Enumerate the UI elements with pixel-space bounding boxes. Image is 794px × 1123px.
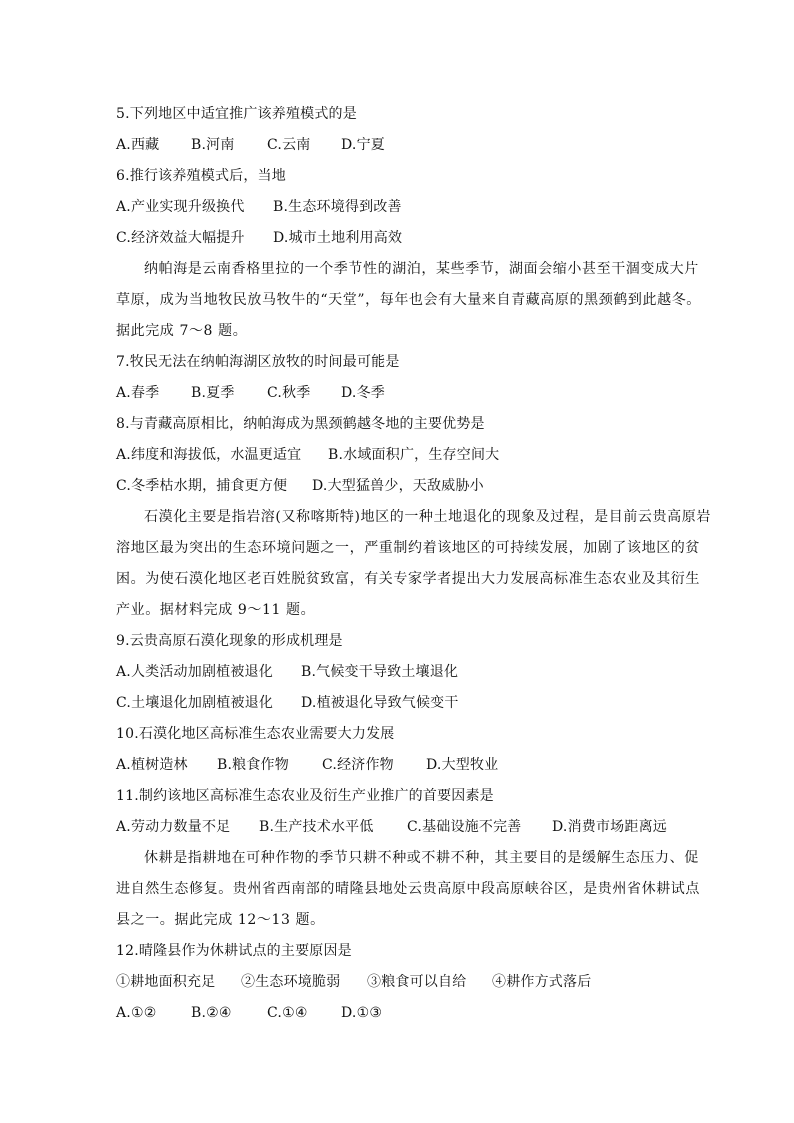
q8-option-a: A.纬度和海拔低，水温更适宜 xyxy=(116,447,302,463)
q6-options-row1 xyxy=(116,197,676,217)
q11-option-c: C.基础设施不完善 xyxy=(407,819,522,835)
q7-stem: 7.牧民无法在纳帕海湖区放牧的时间最可能是 xyxy=(116,354,400,370)
passage-12-13-line-1: 休耕是指耕地在可种作物的季节只耕不种或不耕不种，其主要目的是缓解生态压力、促 xyxy=(144,850,699,866)
q11-option-b: B.生产技术水平低 xyxy=(259,819,374,835)
q12-statements xyxy=(116,972,676,992)
q10-option-d: D.大型牧业 xyxy=(426,757,499,773)
q7-option-c: C.秋季 xyxy=(267,385,311,401)
passage-9-11-line-2: 溶地区最为突出的生态环境问题之一，严重制约着该地区的可持续发展，加剧了该地区的贫 xyxy=(116,540,700,556)
passage-12-13-line-3: 县之一。据此完成 12～13 题。 xyxy=(116,912,325,928)
q9-option-a: A.人类活动加剧植被退化 xyxy=(116,664,273,680)
q10-options xyxy=(116,755,676,775)
q9-options-row1 xyxy=(116,662,676,682)
q7-option-d: D.冬季 xyxy=(341,385,385,401)
q5-option-a: A.西藏 xyxy=(116,137,160,153)
passage-7-8-line-1: 纳帕海是云南香格里拉的一个季节性的湖泊，某些季节，湖面会缩小甚至干涸变成大片 xyxy=(144,261,699,277)
q9-option-b: B.气候变干导致土壤退化 xyxy=(301,664,459,680)
q11-option-a: A.劳动力数量不足 xyxy=(116,819,231,835)
q10-option-c: C.经济作物 xyxy=(322,757,394,773)
q12-options xyxy=(116,1003,676,1023)
q9-option-d: D.植被退化导致气候变干 xyxy=(301,695,459,711)
q7-option-a: A.春季 xyxy=(116,385,160,401)
passage-7-8-line-2: 草原，成为当地牧民放马牧牛的“天堂”，每年也会有大量来自青藏高原的黑颈鹤到此越冬。 xyxy=(116,292,701,308)
q9-option-c: C.土壤退化加剧植被退化 xyxy=(116,695,274,711)
q8-option-d: D.大型猛兽少，天敌威胁小 xyxy=(312,478,484,494)
q7-option-b: B.夏季 xyxy=(191,385,235,401)
q5-option-c: C.云南 xyxy=(267,137,311,153)
q12-option-d: D.①③ xyxy=(341,1005,383,1021)
q12-statement-1: ①耕地面积充足 xyxy=(116,974,216,990)
q8-options-row2 xyxy=(116,476,676,496)
q8-option-c: C.冬季枯水期，捕食更方便 xyxy=(116,478,288,494)
q11-stem: 11.制约该地区高标准生态农业及衍生产业推广的首要因素是 xyxy=(116,788,494,804)
q5-options xyxy=(116,135,676,155)
q12-option-b: B.②④ xyxy=(191,1005,232,1021)
passage-9-11-line-1: 石漠化主要是指岩溶(又称喀斯特)地区的一种土地退化的现象及过程，是目前云贵高原岩 xyxy=(144,509,711,525)
q12-stem: 12.晴隆县作为休耕试点的主要原因是 xyxy=(116,943,352,959)
q5-stem: 5.下列地区中适宜推广该养殖模式的是 xyxy=(116,106,357,122)
q5-option-d: D.宁夏 xyxy=(341,137,385,153)
q12-statement-2: ②生态环境脆弱 xyxy=(241,974,341,990)
q6-options-row2 xyxy=(116,228,676,248)
q12-statement-3: ③粮食可以自给 xyxy=(367,974,467,990)
q12-option-c: C.①④ xyxy=(267,1005,308,1021)
q6-option-b: B.生态环境得到改善 xyxy=(273,199,402,215)
passage-7-8-line-3: 据此完成 7～8 题。 xyxy=(116,323,248,339)
q9-options-row2 xyxy=(116,693,676,713)
q10-stem: 10.石漠化地区高标准生态农业需要大力发展 xyxy=(116,726,395,742)
q5-option-b: B.河南 xyxy=(191,137,235,153)
passage-12-13-line-2: 进自然生态修复。贵州省西南部的晴隆县地处云贵高原中段高原峡谷区，是贵州省休耕试点 xyxy=(116,881,700,897)
q10-option-b: B.粮食作物 xyxy=(217,757,289,773)
q8-stem: 8.与青藏高原相比，纳帕海成为黑颈鹤越冬地的主要优势是 xyxy=(116,416,485,432)
q12-statement-4: ④耕作方式落后 xyxy=(492,974,592,990)
q12-option-a: A.①② xyxy=(116,1005,157,1021)
q6-stem: 6.推行该养殖模式后，当地 xyxy=(116,168,286,184)
q8-option-b: B.水域面积广，生存空间大 xyxy=(328,447,500,463)
q6-option-a: A.产业实现升级换代 xyxy=(116,199,245,215)
q10-option-a: A.植树造林 xyxy=(116,757,188,773)
q9-stem: 9.云贵高原石漠化现象的形成机理是 xyxy=(116,633,343,649)
passage-9-11-line-4: 产业。据材料完成 9～11 题。 xyxy=(116,602,316,618)
q11-option-d: D.消费市场距离远 xyxy=(552,819,667,835)
q7-options xyxy=(116,383,676,403)
q6-option-c: C.经济效益大幅提升 xyxy=(116,230,245,246)
q11-options xyxy=(116,817,686,837)
q8-options-row1 xyxy=(116,445,676,465)
passage-9-11-line-3: 困。为使石漠化地区老百姓脱贫致富，有关专家学者提出大力发展高标准生态农业及其衍生 xyxy=(116,571,700,587)
q6-option-d: D.城市土地利用高效 xyxy=(273,230,403,246)
